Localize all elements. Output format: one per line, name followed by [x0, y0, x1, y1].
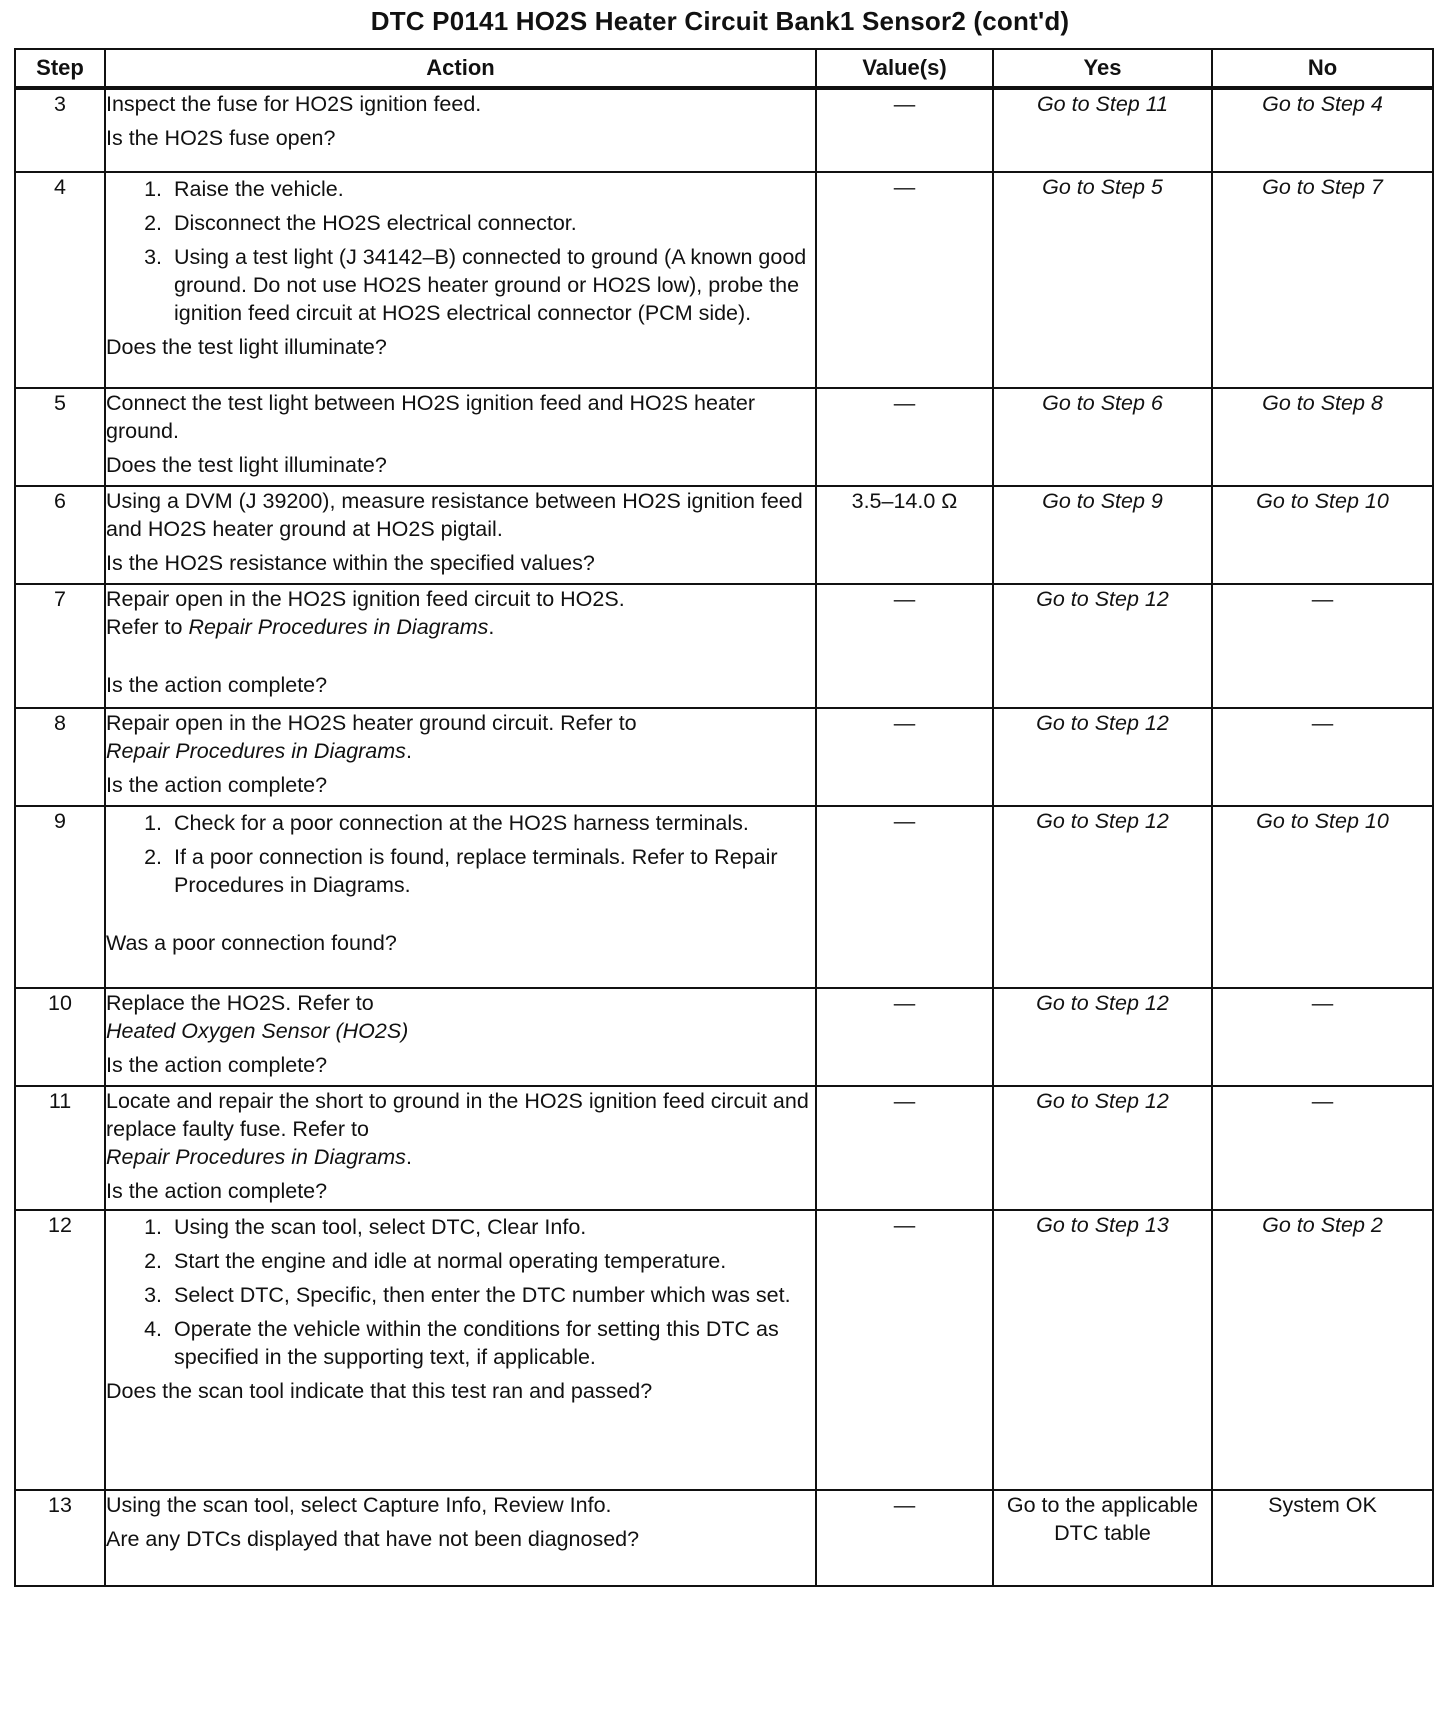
- yes-cell: Go to Step 12: [993, 806, 1212, 988]
- step-number: 8: [15, 708, 105, 806]
- step-number: 7: [15, 584, 105, 708]
- action-steps-list: [106, 1213, 815, 1371]
- action-step-item: 2. Start the engine and idle at normal operating temperature.: [168, 1247, 815, 1275]
- step-number: 10: [15, 988, 105, 1086]
- action-text: Replace the HO2S. Refer to: [106, 991, 374, 1015]
- action-question: Does the test light illuminate?: [106, 335, 387, 359]
- action-cell: [105, 806, 816, 988]
- value-cell: —: [816, 708, 993, 806]
- value-cell: —: [816, 172, 993, 388]
- yes-cell: Go to Step 6: [993, 388, 1212, 486]
- yes-cell: Go to Step 5: [993, 172, 1212, 388]
- action-question: Is the action complete?: [106, 1179, 328, 1203]
- action-cell: [105, 1210, 816, 1490]
- action-step-item: 4. Operate the vehicle within the conditions for setting this DTC as specified in the supporting text, if applicable.: [168, 1315, 815, 1371]
- yes-cell: Go to Step 13: [993, 1210, 1212, 1490]
- action-step-item: 2. If a poor connection is found, replace terminals. Refer to Repair Procedures in Diagrams.: [168, 843, 815, 899]
- table-row: [15, 708, 1433, 806]
- yes-cell: Go to the applicable DTC table: [993, 1490, 1212, 1586]
- step-number: 11: [15, 1086, 105, 1210]
- yes-cell: Go to Step 9: [993, 486, 1212, 584]
- header-yes: Yes: [993, 49, 1212, 88]
- value-cell: —: [816, 388, 993, 486]
- value-cell: —: [816, 806, 993, 988]
- reference-title: Repair Procedures in Diagrams: [106, 1145, 406, 1169]
- no-cell: Go to Step 8: [1212, 388, 1433, 486]
- no-cell: Go to Step 4: [1212, 88, 1433, 172]
- step-number: 3: [15, 88, 105, 172]
- action-question: Is the action complete?: [106, 1053, 328, 1077]
- value-cell: 3.5–14.0 Ω: [816, 486, 993, 584]
- yes-cell: Go to Step 11: [993, 88, 1212, 172]
- header-values: Value(s): [816, 49, 993, 88]
- action-step-item: 1. Raise the vehicle.: [168, 175, 815, 203]
- header-no: No: [1212, 49, 1433, 88]
- value-cell: —: [816, 1490, 993, 1586]
- table-row: [15, 88, 1433, 172]
- table-row: [15, 388, 1433, 486]
- yes-cell: Go to Step 12: [993, 584, 1212, 708]
- yes-cell: Go to Step 12: [993, 988, 1212, 1086]
- no-cell: —: [1212, 988, 1433, 1086]
- action-text: Repair open in the HO2S ignition feed circuit to HO2S.: [106, 587, 625, 611]
- diagnostic-table: [14, 48, 1434, 1587]
- action-question: Was a poor connection found?: [106, 931, 397, 955]
- action-step-item: 1. Check for a poor connection at the HO2S harness terminals.: [168, 809, 815, 837]
- action-question: Is the action complete?: [106, 773, 328, 797]
- action-question: Does the scan tool indicate that this test ran and passed?: [106, 1379, 653, 1403]
- table-row: [15, 172, 1433, 388]
- action-cell: [105, 708, 816, 806]
- action-steps-list: [106, 809, 815, 899]
- action-reference: Refer to Repair Procedures in Diagrams.: [106, 615, 495, 639]
- action-text: Connect the test light between HO2S ignition feed and HO2S heater ground.: [106, 391, 755, 443]
- table-row: [15, 486, 1433, 584]
- reference-title: Repair Procedures in Diagrams: [188, 615, 489, 639]
- no-cell: —: [1212, 1086, 1433, 1210]
- table-row: [15, 1490, 1433, 1586]
- reference-title: Repair Procedures in Diagrams: [106, 739, 406, 763]
- reference-title: Heated Oxygen Sensor (HO2S): [106, 1019, 409, 1043]
- no-cell: Go to Step 2: [1212, 1210, 1433, 1490]
- no-cell: System OK: [1212, 1490, 1433, 1586]
- yes-cell: Go to Step 12: [993, 708, 1212, 806]
- table-row: [15, 584, 1433, 708]
- action-cell: [105, 388, 816, 486]
- action-reference: Repair Procedures in Diagrams.: [106, 739, 412, 763]
- action-question: Are any DTCs displayed that have not been diagnosed?: [106, 1527, 640, 1551]
- value-cell: —: [816, 1210, 993, 1490]
- action-step-item: 2. Disconnect the HO2S electrical connector.: [168, 209, 815, 237]
- action-question: Does the test light illuminate?: [106, 453, 387, 477]
- action-text: Inspect the fuse for HO2S ignition feed.: [106, 92, 482, 116]
- table-header-row: [15, 49, 1433, 88]
- step-number: 5: [15, 388, 105, 486]
- header-action: Action: [105, 49, 816, 88]
- step-number: 4: [15, 172, 105, 388]
- value-cell: —: [816, 988, 993, 1086]
- action-step-item: 3. Select DTC, Specific, then enter the DTC number which was set.: [168, 1281, 815, 1309]
- action-cell: [105, 172, 816, 388]
- action-cell: [105, 1086, 816, 1210]
- no-cell: —: [1212, 584, 1433, 708]
- action-cell: [105, 486, 816, 584]
- action-question: Is the HO2S fuse open?: [106, 126, 336, 150]
- action-text: Locate and repair the short to ground in the HO2S ignition feed circuit and replace faulty fuse. Refer to: [106, 1089, 809, 1141]
- action-cell: [105, 88, 816, 172]
- step-number: 13: [15, 1490, 105, 1586]
- value-cell: —: [816, 584, 993, 708]
- action-text: Using the scan tool, select Capture Info, Review Info.: [106, 1493, 612, 1517]
- step-number: 12: [15, 1210, 105, 1490]
- action-cell: [105, 1490, 816, 1586]
- action-step-item: 3. Using a test light (J 34142–B) connected to ground (A known good ground. Do not use HO2S heater ground or HO2S low), probe the ignition feed circuit at HO2S electrical connector (PCM side).: [168, 243, 815, 327]
- step-number: 6: [15, 486, 105, 584]
- table-row: [15, 1210, 1433, 1490]
- no-cell: —: [1212, 708, 1433, 806]
- action-question: Is the HO2S resistance within the specified values?: [106, 551, 595, 575]
- action-cell: [105, 584, 816, 708]
- value-cell: —: [816, 88, 993, 172]
- page-title: DTC P0141 HO2S Heater Circuit Bank1 Sensor2 (cont'd): [370, 6, 1070, 36]
- value-cell: —: [816, 1086, 993, 1210]
- no-cell: Go to Step 10: [1212, 486, 1433, 584]
- action-reference: [106, 1017, 815, 1045]
- no-cell: Go to Step 7: [1212, 172, 1433, 388]
- table-row: [15, 1086, 1433, 1210]
- header-step: Step: [15, 49, 105, 88]
- table-row: [15, 988, 1433, 1086]
- action-reference: Repair Procedures in Diagrams.: [106, 1145, 412, 1169]
- action-question: Is the action complete?: [106, 673, 328, 697]
- action-steps-list: [106, 175, 815, 327]
- action-step-item: 1. Using the scan tool, select DTC, Clear Info.: [168, 1213, 815, 1241]
- action-cell: [105, 988, 816, 1086]
- action-text: Repair open in the HO2S heater ground circuit. Refer to: [106, 711, 637, 735]
- no-cell: Go to Step 10: [1212, 806, 1433, 988]
- table-row: [15, 806, 1433, 988]
- step-number: 9: [15, 806, 105, 988]
- action-text: Using a DVM (J 39200), measure resistance between HO2S ignition feed and HO2S heater ground at HO2S pigtail.: [106, 489, 803, 541]
- yes-cell: Go to Step 12: [993, 1086, 1212, 1210]
